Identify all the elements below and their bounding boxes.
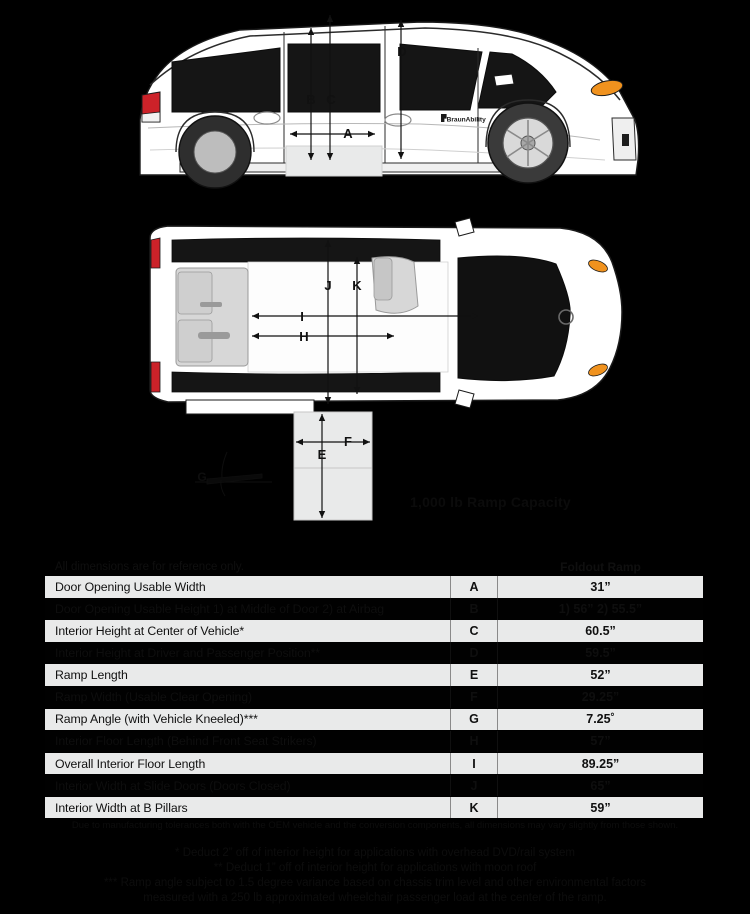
table-row <box>45 731 703 753</box>
side-view-illustration <box>140 14 639 188</box>
row-label: Interior Width at B Pillars <box>55 800 188 815</box>
row-letter: F <box>450 686 498 708</box>
marker-a-label: A <box>343 126 353 141</box>
row-label: Ramp Length <box>55 668 128 683</box>
footnote-line: measured with a 250 lb approximated wheelchair passenger load at the center of the ramp. <box>143 892 607 904</box>
row-letter: B <box>450 598 498 620</box>
marker-g-label: G <box>197 470 207 484</box>
svg-text:BraunAbility: BraunAbility <box>446 116 486 124</box>
table-row <box>45 686 703 708</box>
table-row <box>45 753 703 775</box>
dimensions-spec-table <box>45 558 703 819</box>
row-letter: J <box>450 775 498 797</box>
ramp-angle-diagram <box>195 452 272 496</box>
row-label: Interior Height at Driver and Passenger Position** <box>55 646 320 661</box>
marker-i-label: I <box>300 309 304 324</box>
row-letter: D <box>450 642 498 664</box>
row-value: 65” <box>590 778 611 793</box>
top-view-illustration <box>150 218 622 414</box>
marker-h-label: H <box>299 329 309 344</box>
row-label: Overall Interior Floor Length <box>55 756 206 771</box>
row-letter: K <box>450 797 498 819</box>
marker-c-label: C <box>326 92 336 107</box>
table-row <box>45 775 703 797</box>
footnote-line: * Deduct 2” off of interior height for applications with overhead DVD/rail system <box>175 847 575 859</box>
footnotes-block <box>0 846 750 906</box>
rear-wheel <box>179 116 251 188</box>
table-row <box>45 598 703 620</box>
table-header-letter-spacer <box>450 558 498 575</box>
row-label: Interior Height at Center of Vehicle* <box>55 623 245 638</box>
row-label: Door Opening Usable Height 1) at Middle of Door 2) at Airbag <box>55 601 384 616</box>
row-letter: G <box>450 709 498 731</box>
row-value: 60.5” <box>585 623 616 638</box>
marker-e-label: E <box>317 447 327 462</box>
row-letter: A <box>450 576 498 598</box>
marker-b-label: B <box>306 92 316 107</box>
table-row <box>45 620 703 642</box>
row-value: 1) 56” 2) 55.5” <box>558 601 643 616</box>
row-label: Interior Width at Slide Doors (Doors Closed) <box>55 778 291 793</box>
row-letter: C <box>450 620 498 642</box>
row-value: 89.25” <box>581 756 620 771</box>
marker-j-label: J <box>324 278 332 293</box>
marker-k-label: K <box>352 278 362 293</box>
row-value: 57” <box>590 734 611 749</box>
row-letter: H <box>450 731 498 753</box>
footnote-line: *** Ramp angle subject to 1.5 degree variance based on chassis trim level and other environmental factors <box>103 877 647 889</box>
table-header-note: All dimensions are for reference only. <box>55 560 244 573</box>
ramp-capacity-label: 1,000 lb Ramp Capacity <box>410 494 571 510</box>
row-letter: E <box>450 664 498 686</box>
ramp-detail-illustration <box>195 412 372 520</box>
marker-d-label: D <box>397 44 407 59</box>
braunability-logo <box>441 114 486 123</box>
footnote-line: ** Deduct 1” off of interior height for applications with moon roof <box>213 862 537 874</box>
row-label: Ramp Angle (with Vehicle Kneeled)*** <box>55 712 258 727</box>
row-value: 7.25˚ <box>586 712 615 727</box>
table-row <box>45 797 703 819</box>
row-value: 52” <box>590 668 611 683</box>
table-row <box>45 576 703 598</box>
row-value: 59.5” <box>585 646 616 661</box>
row-value: 59” <box>590 800 611 815</box>
table-row <box>45 642 703 664</box>
table-rows-container <box>45 576 703 818</box>
table-header-column-title: Foldout Ramp <box>560 559 641 574</box>
row-label: Interior Floor Length (Behind Front Seat Strikers) <box>55 734 317 749</box>
tolerance-footnote: Due to manufacturing tolerances both with the OEM vehicle and the conversion components, all dimensions may vary slightly from those shown. <box>71 820 679 831</box>
row-label: Door Opening Usable Width <box>55 579 206 594</box>
table-header-row <box>45 558 703 575</box>
row-value: 31” <box>590 579 611 594</box>
row-value: 29.25” <box>581 690 620 705</box>
front-wheel <box>488 103 568 183</box>
row-label: Ramp Width (Usable Clear Opening) <box>55 690 252 705</box>
table-row <box>45 709 703 731</box>
row-letter: I <box>450 753 498 775</box>
marker-f-label: F <box>344 434 352 449</box>
table-row <box>45 664 703 686</box>
